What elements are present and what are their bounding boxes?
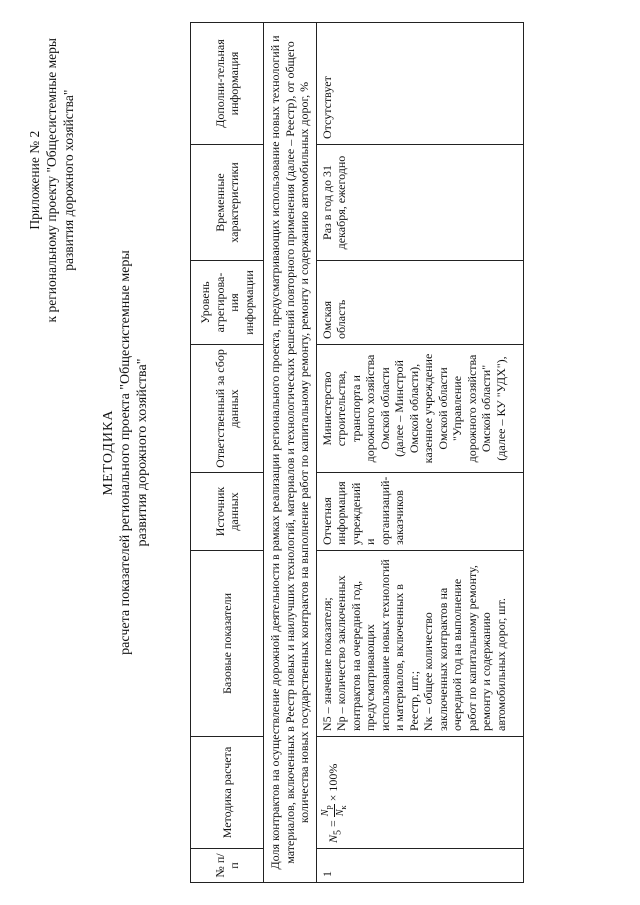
formula-cell <box>316 737 523 849</box>
appendix-line-2: к региональному проекту "Общесистемные меры <box>44 38 59 323</box>
formula-denominator: N <box>334 809 346 817</box>
appendix-header <box>26 38 77 322</box>
header-method: Методика расчета <box>191 737 264 849</box>
title-line-2: расчета показателей регионального проекта "Общесистемные меры <box>118 250 133 655</box>
title-main: МЕТОДИКА <box>101 409 116 496</box>
header-responsible: Ответственный за сбор данных <box>191 345 264 473</box>
responsible-party: Министерство строительства, транспорта и дорожного хозяйства Омской области (далее – Минстрой Омской области), казенное учреждение Омской области "Управление дорожного хозяйства Омской области" (далее – КУ "УДХ"), <box>316 345 523 473</box>
table-row <box>316 23 523 883</box>
formula-tail: × 100% <box>325 763 340 802</box>
header-time: Временные характеристики <box>191 145 264 261</box>
formula-denominator-sub: к <box>338 805 348 810</box>
data-source: Отчетная информация учреждений и организаций-заказчиков <box>316 473 523 551</box>
base-line-3: Nк – общее количество заключенных контрактов на очередной год на выполнение работ по капитальному ремонту, ремонту и содержанию автомобильных дорог, шт. <box>421 565 508 731</box>
header-source: Источник данных <box>191 473 264 551</box>
header-row <box>191 23 264 883</box>
formula-numerator: N <box>319 809 331 817</box>
header-num: № п/п <box>191 849 264 883</box>
methodology-table <box>190 22 524 883</box>
formula-lhs-sub: 5 <box>332 829 344 835</box>
indicator-row <box>264 23 317 883</box>
formula-lhs: N <box>325 834 340 843</box>
indicator-description: Доля контрактов на осуществление дорожной деятельности в рамках реализации регионального проекта, предусматривающих использование новых технологий и материалов, включенных в Реестр новых и наилучших технологий, материалов и технологических решений повторного применения (далее – Реестр), от общего количества новых государственных контрактов на выполнение работ по капитальному ремонту, ремонту и содержанию автомобильных дорог, % <box>264 23 317 883</box>
base-indicators <box>316 551 523 737</box>
time-characteristics: Раз в год до 31 декабря, ежегодно <box>316 145 523 261</box>
header-extra: Дополни-тельная информация <box>191 23 264 145</box>
base-line-2: Nр – количество заключенных контрактов на очередной год, предусматривающих использование новых технологий и материалов, включенных в Реестр, шт.; <box>334 559 421 731</box>
appendix-line-1: Приложение № 2 <box>27 130 42 230</box>
row-number: 1 <box>316 849 523 883</box>
additional-info: Отсутствует <box>316 23 523 145</box>
appendix-line-3: развития дорожного хозяйства" <box>61 89 76 271</box>
formula-fraction <box>320 804 349 817</box>
document-title <box>100 0 151 905</box>
base-line-1: N5 – значение показателя; <box>319 597 334 731</box>
header-level: Уровень агрегирова-ния информации <box>191 261 264 345</box>
title-line-3: развития дорожного хозяйства" <box>135 358 150 547</box>
formula: $N_5$ = $N_р$ $N_к$ × 100% <box>319 763 348 843</box>
aggregation-level: Омская область <box>316 261 523 345</box>
header-base: Базовые показатели <box>191 551 264 737</box>
formula-numerator-sub: р <box>323 805 333 810</box>
